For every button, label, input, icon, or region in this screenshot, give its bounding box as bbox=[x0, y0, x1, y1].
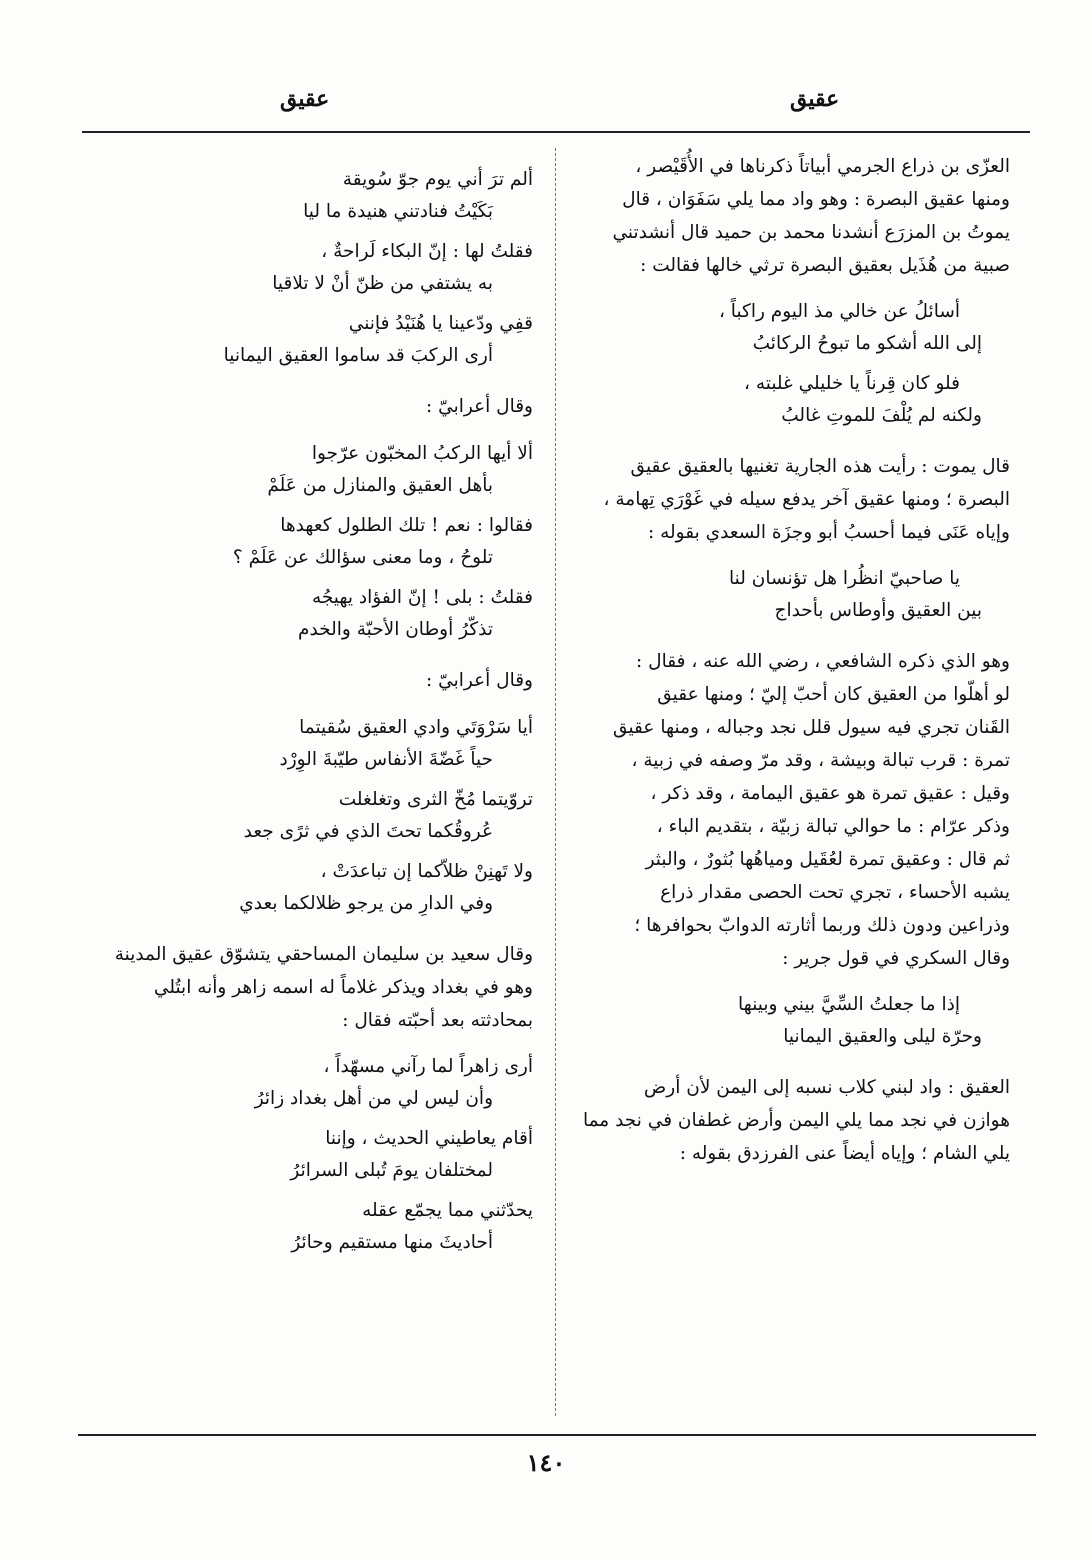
text-line: صبية من هُذَيل بعقيق البصرة ترثي خالها فقالت : bbox=[640, 255, 1010, 276]
verse bbox=[78, 510, 533, 574]
verse bbox=[565, 563, 1010, 627]
verse bbox=[78, 164, 533, 228]
verse bbox=[565, 989, 1010, 1053]
header-rule bbox=[82, 131, 1030, 133]
text-line: العزّى بن ذراع الجرمي أبياتاً ذكرناها في الأُقَيْصر ، bbox=[635, 156, 1010, 177]
text-line: لو أهلّوا من العقيق كان أحبّ إليّ ؛ ومنها عقيق bbox=[657, 684, 1010, 705]
verse-second-hemistich: إلى الله أشكو ما تبوحُ الركائبُ bbox=[752, 333, 982, 354]
verse bbox=[78, 784, 533, 848]
verse-first-hemistich: تروّيتما مُخّ الثرى وتغلغلت bbox=[338, 789, 533, 810]
verse-second-hemistich: عُروقُكما تحتَ الذي في ثرًى جعد bbox=[243, 821, 493, 842]
text-paragraph bbox=[565, 150, 1010, 282]
left-column bbox=[78, 150, 533, 1277]
text-line: وهو في بغداد ويذكر غلاماً له اسمه زاهر وأنه ابتُلي bbox=[153, 977, 533, 998]
verse bbox=[565, 296, 1010, 360]
verse-first-hemistich: فلو كان قِرناً يا خليلي غلبته ، bbox=[743, 373, 960, 394]
poem-intro: وقال أعرابيّ : bbox=[426, 396, 533, 417]
poem bbox=[78, 1051, 533, 1259]
text-line: يشبه الأحساء ، تجري تحت الحصى مقدار ذراع bbox=[660, 882, 1010, 903]
verse-second-hemistich: ولكنه لم يُلْفَ للموتِ غالبُ bbox=[781, 405, 982, 426]
poem-intro: وقال أعرابيّ : bbox=[426, 670, 533, 691]
page-number: ١٤٠ bbox=[526, 1448, 566, 1477]
verse-second-hemistich: تلوحُ ، وما معنى سؤالك عن عَلَمْ ؟ bbox=[232, 547, 493, 568]
column-divider bbox=[555, 148, 556, 1416]
verse-first-hemistich: إذا ما جعلتُ السِّيَّ بيني وبينها bbox=[738, 994, 960, 1015]
verse-first-hemistich: فقلتُ لها : إنّ البكاء لَراحةٌ ، bbox=[321, 241, 533, 262]
text-line: القَنان تجري فيه سيول قلل نجد وجباله ، ومنها عقيق bbox=[613, 717, 1010, 738]
verse bbox=[78, 582, 533, 646]
verse-first-hemistich: قفِي ودّعينا يا هُنَيْدُ فإنني bbox=[348, 313, 533, 334]
verse-second-hemistich: وحرّة ليلى والعقيق اليمانيا bbox=[783, 1026, 982, 1047]
poem bbox=[78, 164, 533, 372]
text-line: وذراعين ودون ذلك وربما أثارته الدوابّ بحوافرها ؛ bbox=[634, 915, 1010, 936]
verse-second-hemistich: بين العقيق وأوطاس بأحداج bbox=[774, 600, 982, 621]
verse-second-hemistich: أرى الركبَ قد ساموا العقيق اليمانيا bbox=[223, 345, 493, 366]
verse-first-hemistich: فقالوا : نعم ! تلك الطلول كعهدها bbox=[280, 515, 533, 536]
text-line: البصرة ؛ ومنها عقيق آخر يدفع سيله في غَوْرَي تِهامة ، bbox=[603, 489, 1010, 510]
text-paragraph bbox=[565, 1071, 1010, 1170]
text-paragraph bbox=[565, 645, 1010, 975]
text-line: تمرة : قرب تبالة وبيشة ، وقد مرّ وصفه في زبية ، bbox=[631, 750, 1010, 771]
text-paragraph bbox=[78, 938, 533, 1037]
poem bbox=[565, 563, 1010, 627]
verse-first-hemistich: أرى زاهراً لما رآني مسهّداً ، bbox=[323, 1056, 533, 1077]
verse-second-hemistich: به يشتفي من ظنّ أنْ لا تلاقيا bbox=[272, 273, 493, 294]
text-line: وقال سعيد بن سليمان المساحقي يتشوّق عقيق المدينة bbox=[114, 944, 533, 965]
verse bbox=[78, 236, 533, 300]
verse bbox=[78, 856, 533, 920]
text-line: ومنها عقيق البصرة : وهو واد مما يلي سَفَوَان ، قال bbox=[622, 189, 1010, 210]
text-line: وقيل : عقيق تمرة هو عقيق اليمامة ، وقد ذكر ، bbox=[650, 783, 1010, 804]
text-line: يلي الشام ؛ وإياه أيضاً عنى الفرزدق بقوله : bbox=[679, 1143, 1010, 1164]
verse-second-hemistich: حياً غَضّةَ الأنفاس طيّبةَ الوِرْد bbox=[279, 749, 493, 770]
verse-second-hemistich: أحاديثَ منها مستقيم وحائرُ bbox=[291, 1232, 493, 1253]
verse bbox=[565, 368, 1010, 432]
verse-first-hemistich: ولا تَهنِنْ ظلاّكما إن تباعدَتْ ، bbox=[320, 861, 533, 882]
text-line: وهو الذي ذكره الشافعي ، رضي الله عنه ، فقال : bbox=[636, 651, 1010, 672]
verse bbox=[78, 712, 533, 776]
right-column bbox=[565, 150, 1010, 1170]
text-line: قال يموت : رأيت هذه الجارية تغنيها بالعقيق عقيق bbox=[630, 456, 1010, 477]
header-title-left: عقيق bbox=[280, 86, 330, 112]
poem bbox=[565, 989, 1010, 1053]
verse bbox=[78, 1195, 533, 1259]
text-line: ثم قال : وعقيق تمرة لعُقَيل ومياهُها بُثورٌ ، والبثر bbox=[645, 849, 1010, 870]
verse-first-hemistich: ألا أيها الركبُ المخبّون عرّجوا bbox=[311, 443, 533, 464]
verse-first-hemistich: أقام يعاطيني الحديث ، وإننا bbox=[325, 1128, 533, 1149]
text-paragraph bbox=[565, 450, 1010, 549]
verse-second-hemistich: وأن ليس لي من أهل بغداد زائرُ bbox=[254, 1088, 493, 1109]
text-line: هوازن في نجد مما يلي اليمن وأرض غطفان في نجد مما bbox=[582, 1110, 1010, 1131]
verse-first-hemistich: أسائلُ عن خالي مذ اليوم راكباً ، bbox=[718, 301, 960, 322]
text-line: يموتُ بن المزرَع أنشدنا محمد بن حميد قال أنشدتني bbox=[612, 222, 1010, 243]
footer-rule bbox=[78, 1434, 1036, 1436]
text-line: بمحادثته بعد أحبّته فقال : bbox=[342, 1010, 533, 1031]
verse-first-hemistich: يحدّثني مما يجمّع عقله bbox=[362, 1200, 533, 1221]
verse-second-hemistich: وفي الدارِ من يرجو ظلالكما بعدي bbox=[239, 893, 493, 914]
verse-first-hemistich: فقلتُ : بلى ! إنّ الفؤاد يهيجُه bbox=[311, 587, 533, 608]
verse-second-hemistich: لمختلفان يومَ تُبلى السرائرُ bbox=[290, 1160, 493, 1181]
verse bbox=[78, 308, 533, 372]
poem bbox=[78, 712, 533, 920]
header-title-right: عقيق bbox=[790, 86, 840, 112]
poem bbox=[78, 438, 533, 646]
verse-first-hemistich: يا صاحبيّ انظُرا هل تؤنسان لنا bbox=[729, 568, 960, 589]
verse bbox=[78, 1123, 533, 1187]
text-line: العقيق : واد لبني كلاب نسبه إلى اليمن لأن أرض bbox=[643, 1077, 1010, 1098]
verse-second-hemistich: بَكَيْتُ فنادتني هنيدة ما ليا bbox=[303, 201, 493, 222]
text-line: وإياه عَنَى فيما أحسبُ أبو وجزَة السعدي بقوله : bbox=[647, 522, 1010, 543]
text-line: وذكر عرّام : ما حوالي تبالة زبيّة ، بتقديم الباء ، bbox=[656, 816, 1010, 837]
text-line: وقال السكري في قول جرير : bbox=[782, 948, 1010, 969]
verse-first-hemistich: أيا سَرْوَتَي وادي العقيق سُقيتما bbox=[299, 717, 533, 738]
verse-second-hemistich: تذكّرُ أوطان الأحبّة والخدم bbox=[298, 619, 493, 640]
verse-first-hemistich: ألم ترَ أني يوم جوّ سُويقة bbox=[342, 169, 533, 190]
verse-second-hemistich: بأهل العقيق والمنازل من عَلَمْ bbox=[267, 475, 493, 496]
poem bbox=[565, 296, 1010, 432]
verse bbox=[78, 1051, 533, 1115]
verse bbox=[78, 438, 533, 502]
